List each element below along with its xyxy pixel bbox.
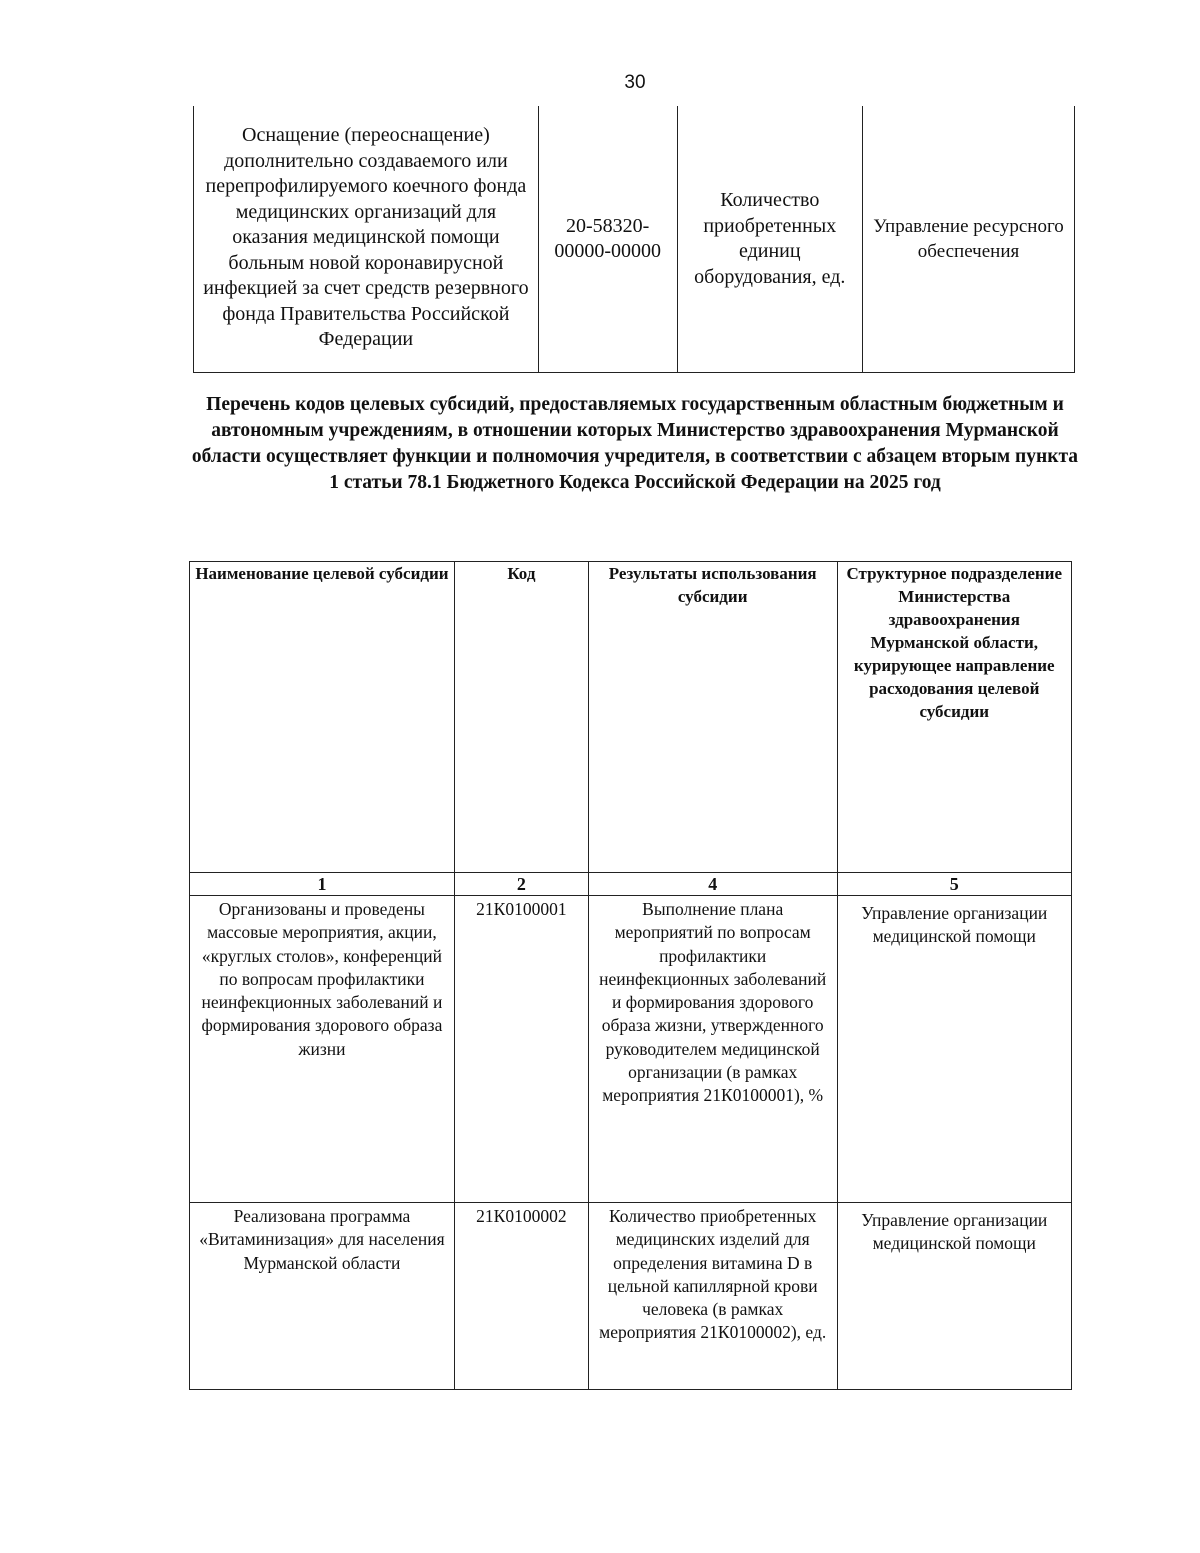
department-cell: Управление организации медицинской помощи [837,1203,1071,1390]
header-subsidy-name: Наименование целевой субсидии [190,562,455,873]
department-cell: Управление ресурсного обеспечения [863,106,1075,373]
column-number: 1 [190,873,455,896]
continuation-table [193,106,1075,373]
subsidy-code-cell: 20-58320-00000-00000 [538,106,677,373]
department-cell: Управление организации медицинской помощи [837,896,1071,1203]
section-heading: Перечень кодов целевых субсидий, предоставляемых государственным областным бюджетным и автономным учреждениям, в отношении которых Министерство здравоохранения Мурманской области осуществляет функции и полномочия учредителя, в соответствии с абзацем вторым пункта 1 статьи 78.1 Бюджетного Кодекса Российской Федерации на 2025 год [191,394,1079,493]
subsidy-codes-table [189,561,1072,1390]
header-department: Структурное подразделение Министерства здравоохранения Мурманской области, курирующее направление расходования целевой субсидии [837,562,1071,873]
header-code: Код [454,562,588,873]
page-number: 30 [624,72,646,93]
column-number: 4 [588,873,837,896]
header-results: Результаты использования субсидии [588,562,837,873]
subsidy-result-cell: Выполнение плана мероприятий по вопросам профилактики неинфекционных заболеваний и формирования здорового образа жизни, утвержденного руководителем медицинской организации (в рамках мероприятия 21К0100001), % [588,896,837,1203]
column-number-row [190,873,1072,896]
subsidy-name-cell: Оснащение (переоснащение) дополнительно создаваемого или перепрофилируемого коечного фонда медицинских организаций для оказания медицинской помощи больным новой коронавирусной инфекцией за счет средств резервного фонда Правительства Российской Федерации [194,106,539,373]
table-header-row [190,562,1072,873]
table-row [194,106,1075,373]
column-number: 2 [454,873,588,896]
subsidy-name-cell: Реализована программа «Витаминизация» для населения Мурманской области [190,1203,455,1390]
column-number: 5 [837,873,1071,896]
subsidy-code-cell: 21К0100002 [454,1203,588,1390]
subsidy-code-cell: 21К0100001 [454,896,588,1203]
subsidy-result-cell: Количество приобретенных единиц оборудования, ед. [677,106,863,373]
subsidy-name-cell: Организованы и проведены массовые мероприятия, акции, «круглых столов», конференций по вопросам профилактики неинфекционных заболеваний и формирования здорового образа жизни [190,896,455,1203]
table-row [190,1203,1072,1390]
subsidy-result-cell: Количество приобретенных медицинских изделий для определения витамина D в цельной капиллярной крови человека (в рамках мероприятия 21К0100002), ед. [588,1203,837,1390]
table-row [190,896,1072,1203]
